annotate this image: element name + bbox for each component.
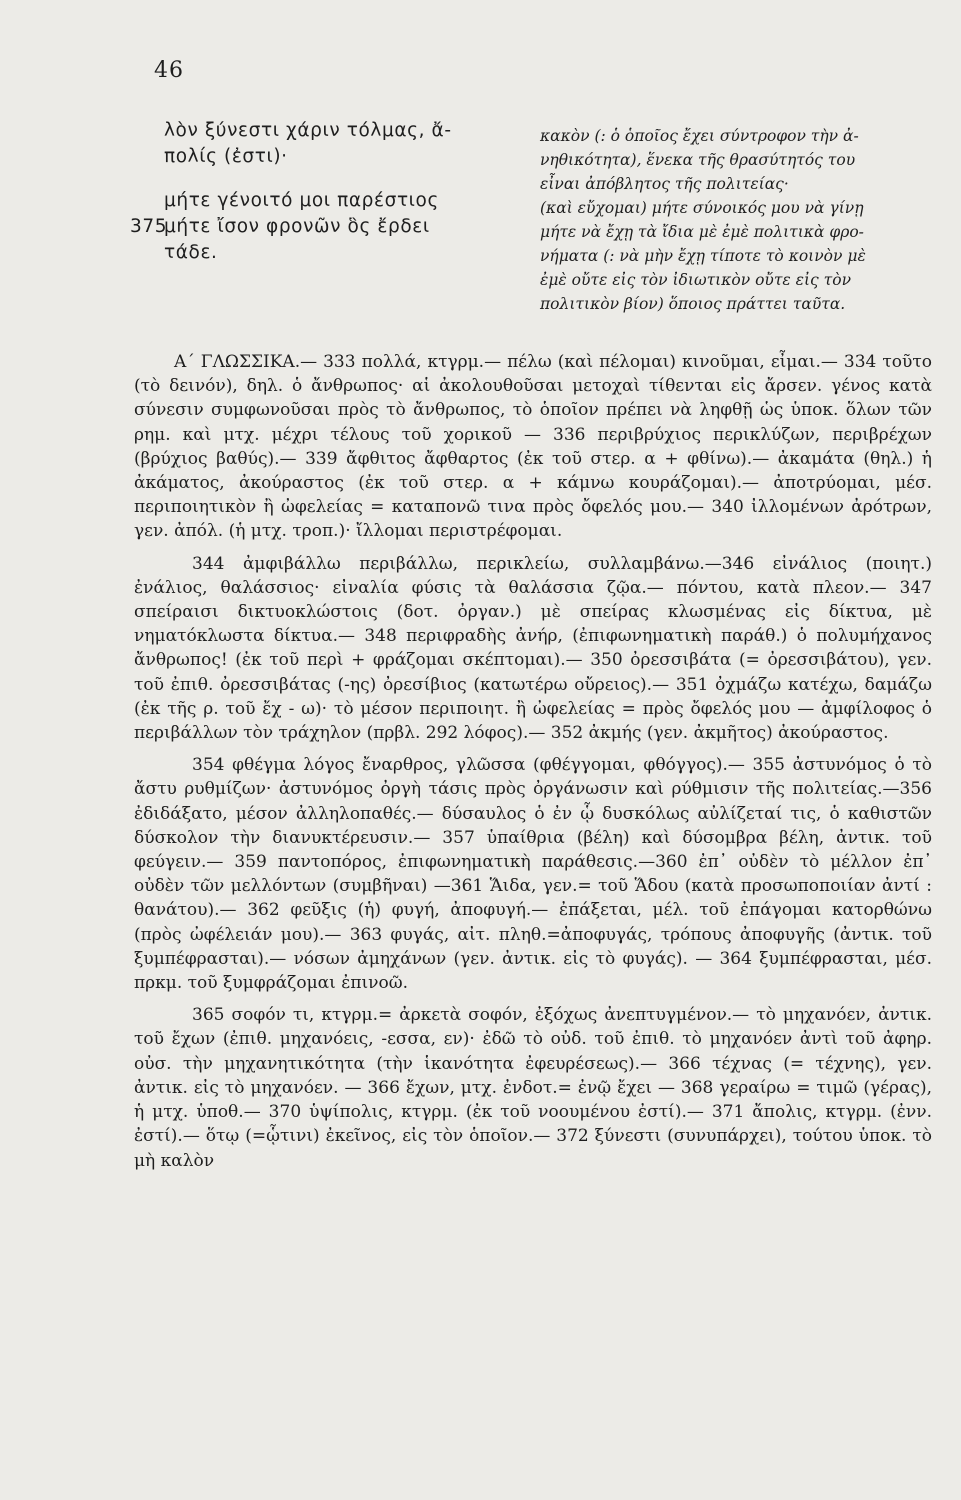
- verse-line: [130, 214, 542, 240]
- page-number: 46: [154, 58, 184, 83]
- verse-line-text: τάδε.: [164, 242, 218, 263]
- translation-line: πολιτικὸν βίον) ὅποιος πράττει ταῦτα.: [540, 295, 846, 313]
- translation-line: ἐμὲ οὔτε εἰς τὸν ἰδιωτικὸν οὔτε εἰς τὸν: [540, 271, 851, 289]
- commentary-paragraph: 344 ἀμφιβάλλω περιβάλλω, περικλείω, συλλαμβάνω.—346 εἰνάλιος (ποιητ.) ἐνάλιος, θαλάσσιος· εἰναλία φύσις τὰ θαλάσσια ζῷα.— πόντου, κατὰ πλεον.— 347 σπείραισι δικτυοκλώστοις (δοτ. ὀργαν.) μὲ σπείρας κλωσμένας εἰς δίκτυα, μὲ νηματόκλωστα δίκτυα.— 348 περιφραδὴς ἀνήρ, (ἐπιφωνηματικὴ παράθ.) ὁ πολυμήχανος ἄνθρωπος! (ἐκ τοῦ περὶ + φράζομαι σκέπτομαι).— 350 ὀρεσσιβάτα (= ὀρεσσιβάτου), γεν. τοῦ ἐπιθ. ὀρεσσιβάτας (-ης) ὀρεσίβιος (κατωτέρω οὔρειος).— 351 ὀχμάζω κατέχω, δαμάζω (ἐκ τῆς ρ. τοῦ ἔχ - ω)· τὸ μέσον περιποιητ. ἢ ὠφελείας = πρὸς ὄφελός μου — ἀμφίλοφος ὁ περιβάλλων τὸν τράχηλον (πρβλ. 292 λόφος).— 352 ἀκμής (γεν. ἀκμῆτος) ἀκούραστος.: [134, 553, 932, 744]
- translation-line: κακὸν (: ὁ ὁποῖος ἔχει σύντροφον τὴν ἀ-: [540, 127, 859, 145]
- translation-line: εἶναι ἀπόβλητος τῆς πολιτείας·: [540, 175, 789, 193]
- greek-verse-text: [130, 118, 542, 266]
- linguistic-commentary: [134, 350, 932, 1173]
- verse-line-text: πολίς (ἐστι)·: [164, 146, 288, 167]
- verse-line-text: μήτε γένοιτό μοι παρέστιος: [164, 190, 439, 211]
- verse-line-text: μήτε ἴσον φρονῶν ὃς ἔρδει: [164, 216, 430, 237]
- verse-gap: [164, 170, 542, 188]
- verse-line-text: λὸν ξύνεστι χάριν τόλμας, ἄ-: [164, 120, 452, 141]
- verse-line: [164, 118, 542, 144]
- translation-line: νηθικότητα), ἕνεκα τῆς θρασύτητός του: [540, 151, 856, 169]
- translation-line: (καὶ εὔχομαι) μήτε σύνοικός μου νὰ γίνῃ: [540, 199, 864, 217]
- commentary-paragraph: 354 φθέγμα λόγος ἔναρθρος, γλῶσσα (φθέγγομαι, φθόγγος).— 355 ἀστυνόμος ὁ τὸ ἄστυ ρυθμίζων· ἀστυνόμος ὀργὴ τάσις πρὸς ὀργάνωσιν καὶ ρύθμισιν τῆς πολιτείας.—356 ἐδιδάξατο, μέσον ἀλληλοπαθές.— δύσαυλος ὁ ἐν ᾧ δυσκόλως αὐλίζεταί τις, ὁ καθιστῶν δύσκολον τὴν διανυκτέρευσιν.— 357 ὑπαίθρια (βέλη) καὶ δύσομβρα βέλη, ἀντικ. τοῦ φεύγειν.— 359 παντοπόρος, ἐπιφωνηματικὴ παράθεσις.—360 ἐπ᾿ οὐδὲν τὸ μέλλον ἐπ᾿ οὐδὲν τῶν μελλόντων (συμβῆναι) —361 Ἅιδα, γεν.= τοῦ Ἅδου (κατὰ προσωποποιίαν ἀντί : θανάτου).— 362 φεῦξις (ἡ) φυγή, ἀποφυγή.— ἐπάξεται, μέλ. τοῦ ἐπάγομαι κατορθώνω (πρὸς ὠφέλειάν μου).— 363 φυγάς, αἰτ. πληθ.=ἀποφυγάς, τρόπους ἀποφυγῆς (ἀντικ. τοῦ ξυμπέφρασται).— νόσων ἀμηχάνων (γεν. ἀντικ. εἰς τὸ φυγάς). — 364 ξυμπέφρασται, μέσ. πρκμ. τοῦ ξυμφράζομαι ἐπινοῶ.: [134, 755, 932, 994]
- line-number: 375: [130, 216, 168, 237]
- verse-line: [164, 188, 542, 214]
- commentary-paragraph: Α΄ ΓΛΩΣΣΙΚΑ.— 333 πολλά, κτγρμ.— πέλω (καὶ πέλομαι) κινοῦμαι, εἶμαι.— 334 τοῦτο (τὸ δεινόν), δηλ. ὁ ἄνθρωπος· αἱ ἀκολουθοῦσαι μετοχαὶ τίθενται εἰς ἄρσεν. γένος κατὰ σύνεσιν συμφωνοῦσαι πρὸς τὸ ἄνθρωπος, τὸ ὁποῖον πρέπει νὰ ληφθῇ ὡς ὑποκ. ὅλων τῶν ρημ. καὶ μτχ. μέχρι τέλους τοῦ χορικοῦ — 336 περιβρύχιος περικλύζων, περιβρέχων (βρύχιος βαθύς).— 339 ἄφθιτος ἄφθαρτος (ἐκ τοῦ στερ. α + φθίνω).— ἀκαμάτα (θηλ.) ἡ ἀκάματος, ἀκούραστος (ἐκ τοῦ στερ. α + κάμνω κουράζομαι).— ἀποτρύομαι, μέσ. περιποιητικὸν ἢ ὠφελείας = καταπονῶ τινα πρὸς ὄφελός μου.— 340 ἰλλομένων ἀρότρων, γεν. ἀπόλ. (ἡ μτχ. τροπ.)· ἴλλομαι περιστρέφομαι.: [134, 352, 932, 542]
- commentary-paragraph: 365 σοφόν τι, κτγρμ.= ἀρκετὰ σοφόν, ἐξόχως ἀνεπτυγμένον.— τὸ μηχανόεν, ἀντικ. τοῦ ἔχων (ἐπιθ. μηχανόεις, -εσσα, εν)· ἐδῶ τὸ οὐδ. τοῦ ἐπιθ. τὸ μηχανόεν ἀντὶ τοῦ ἀφηρ. οὐσ. τὴν μηχανητικότητα (τὴν ἱκανότητα ἐφευρέσεως).— 366 τέχνας (= τέχνης), γεν. ἀντικ. εἰς τὸ μηχανόεν. — 366 ἔχων, μτχ. ἐνδοτ.= ἐνῷ ἔχει — 368 γεραίρω = τιμῶ (γέρας), ἡ μτχ. ὑποθ.— 370 ὑψίπολις, κτγρμ. (ἐκ τοῦ νοουμένου ἐστί).— 371 ἄπολις, κτγρμ. (ἐνν. ἐστί).— ὅτῳ (=ᾧτινι) ἐκεῖνος, εἰς τὸν ὁποῖον.— 372 ξύνεστι (συνυπάρχει), τούτου ὑποκ. τὸ μὴ καλὸν: [134, 1005, 932, 1171]
- translation-line: μήτε νὰ ἔχῃ τὰ ἴδια μὲ ἐμὲ πολιτικὰ φρο-: [540, 223, 864, 241]
- translation-line: νήματα (: νὰ μὴν ἔχῃ τίποτε τὸ κοινὸν μὲ: [540, 247, 866, 265]
- verse-line: [164, 144, 542, 170]
- verse-line: [164, 240, 542, 266]
- modern-greek-translation: [540, 124, 932, 316]
